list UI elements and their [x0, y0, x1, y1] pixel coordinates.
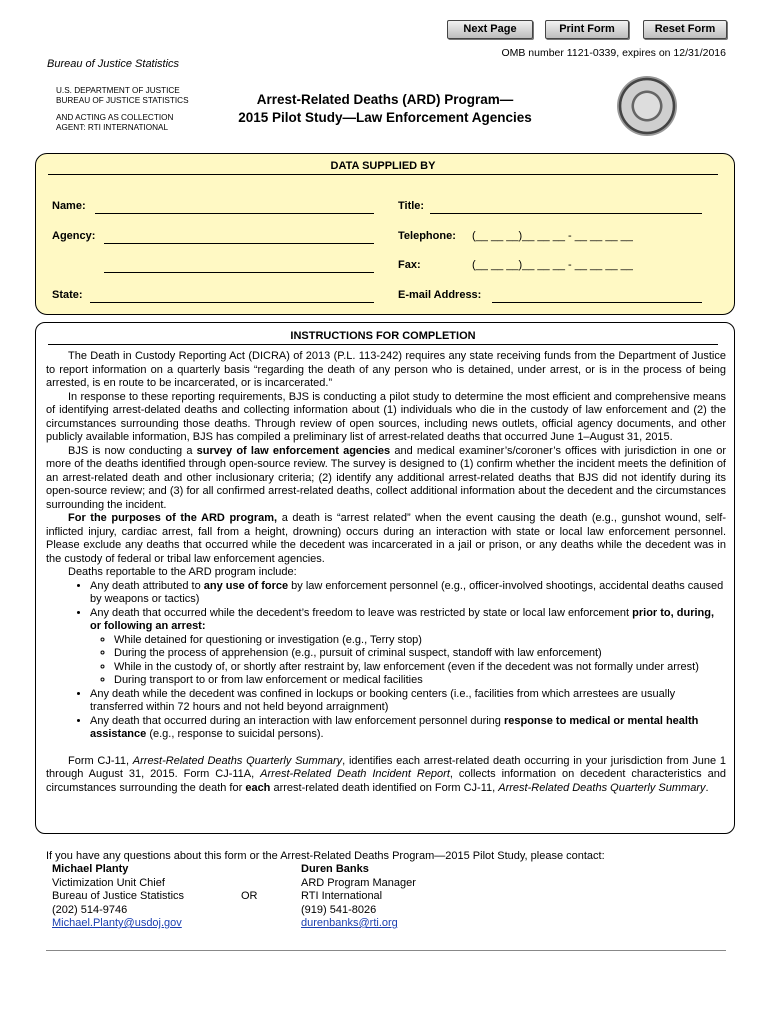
agency-field[interactable] — [104, 243, 374, 244]
instructions-paragraph: The Death in Custody Reporting Act (DICRA) of 2013 (P.L. 113-242) requires any state receiving funds from the Department of Justice to report information on a quarterly basis “regarding the death of any person who is detained, under arrest, or is in the process of being arrested, is en route to be incarcerated, or is incarcerated.” — [46, 350, 726, 389]
divider — [48, 344, 718, 345]
list-item: • Any death while the decedent was confined in lockups or booking centers (i.e., facilities from which arrestees are usually transferred within 72 hours and not held beyond arraignment) — [90, 688, 726, 715]
reportable-deaths-list — [46, 580, 726, 742]
or-separator: OR — [241, 890, 258, 902]
sub-list — [90, 634, 726, 688]
list-item: ◦ During the process of apprehension (e.g., pursuit of criminal suspect, standoff with law enforcement) — [114, 647, 726, 661]
data-supplied-header: DATA SUPPLIED BY — [330, 160, 436, 172]
telephone-label: Telephone: — [398, 230, 456, 242]
agency-line: U.S. DEPARTMENT OF JUSTICE — [56, 86, 180, 95]
state-field[interactable] — [90, 302, 374, 303]
instructions-paragraph: Form CJ-11, Arrest-Related Deaths Quarterly Summary, identifies each arrest-related death occurring in your jurisdiction from June 1 through August 31, 2015. Form CJ-11A, Arrest-Related Death Incident Report, collects information on decedent characteristics and circumstances surrounding the death for each arrest-related death identified on Form CJ-11, Arrest-Related Deaths Quarterly Summary. — [46, 754, 726, 794]
contact-intro: If you have any questions about this form or the Arrest-Related Deaths Program—2015 Pilot Study, please contact: — [46, 850, 605, 862]
list-item: ◦ While in the custody of, or shortly after restraint by, law enforcement (even if the decedent was not formally under arrest) — [114, 661, 726, 675]
contact-email-link[interactable]: durenbanks@rti.org — [301, 917, 398, 929]
agency-line: BUREAU OF JUSTICE STATISTICS — [56, 96, 189, 105]
telephone-field[interactable]: (__ __ __)__ __ __ - __ __ __ __ — [472, 230, 633, 242]
instructions-paragraph: Deaths reportable to the ARD program include: — [68, 566, 297, 578]
title-label: Title: — [398, 200, 425, 212]
name-field[interactable] — [95, 213, 374, 214]
omb-number: OMB number 1121-0339, expires on 12/31/2016 — [501, 47, 726, 59]
agency-field-line2[interactable] — [104, 272, 374, 273]
contact-role: ARD Program Manager — [301, 876, 416, 889]
fax-label: Fax: — [398, 259, 421, 271]
email-label: E-mail Address: — [398, 289, 482, 301]
bureau-name: Bureau of Justice Statistics — [47, 58, 180, 70]
contact-name: Duren Banks — [301, 863, 369, 875]
state-label: State: — [52, 289, 83, 301]
list-item: ◦ While detained for questioning or investigation (e.g., Terry stop) — [114, 634, 726, 648]
next-page-button[interactable]: Next Page — [447, 20, 533, 39]
agency-block — [56, 86, 189, 133]
divider — [46, 950, 726, 951]
agency-label: Agency: — [52, 230, 96, 242]
instructions-paragraph: BJS is now conducting a survey of law enforcement agencies and medical examiner’s/coroner’s offices with jurisdiction in one or more of the deaths identified through open-source review. The survey is designed to (1) confirm whether the incident meets the definition of an arrest-related death and other inclusionary criteria; (2) identify any additional arrest-related deaths that BJS did not identify during its open-source review; and (3) for all confirmed arrest-related deaths, collect additional information about the decedent and the circumstances surrounding the incident. — [46, 444, 726, 511]
title-field[interactable] — [430, 213, 702, 214]
name-label: Name: — [52, 200, 86, 212]
list-item: ◦ During transport to or from law enforcement or medical facilities — [114, 674, 726, 688]
contact-org: RTI International — [301, 890, 383, 902]
agency-line: AND ACTING AS COLLECTION — [56, 113, 174, 122]
contact-right — [301, 863, 416, 931]
instructions-header: INSTRUCTIONS FOR COMPLETION — [290, 330, 476, 342]
title-line: 2015 Pilot Study—Law Enforcement Agencies — [238, 110, 532, 125]
form-title — [224, 91, 546, 127]
contact-phone: (202) 514-9746 — [52, 903, 128, 916]
instructions-body — [46, 350, 726, 795]
contact-left — [52, 863, 184, 931]
instructions-paragraph: In response to these reporting requirements, BJS is conducting a pilot study to determine the most efficient and comprehensive means of identifying arrest-delated deaths and collecting information about (1) individuals who die in the custody of law enforcement and (2) the circumstances surrounding those deaths. Through review of open sources, including news outlets, official agency documents, and other publicly available information, BJS has compiled a preliminary list of arrest-related deaths that occurred June 1–August 31, 2015. — [46, 390, 726, 443]
agency-line: AGENT: RTI INTERNATIONAL — [56, 123, 169, 132]
list-item: • Any death attributed to any use of force by law enforcement personnel (e.g., officer-involved shootings, accidental deaths caused by weapons or tactics) — [90, 580, 726, 607]
contact-name: Michael Planty — [52, 863, 129, 875]
email-field[interactable] — [492, 302, 702, 303]
reset-form-button[interactable]: Reset Form — [643, 20, 727, 39]
contact-email-link[interactable]: Michael.Planty@usdoj.gov — [52, 917, 182, 929]
list-item: • Any death that occurred during an interaction with law enforcement personnel during response to medical or mental health assistance (e.g., response to suicidal persons). — [90, 715, 726, 742]
list-item: • Any death that occurred while the decedent’s freedom to leave was restricted by state or local law enforcement prior to, during, or following an arrest: ◦ While detained for questioning or investigation (e.g., Terry stop) ◦ During the process of apprehension (e.g., pursuit of criminal suspect, standoff with law enforcement) ◦ While in the custody of, or shortly after restraint by, law enforcement (even if the decedent was not formally under arrest) ◦ During transport to or from law enforcement or medical facilities — [90, 607, 726, 688]
instructions-paragraph: For the purposes of the ARD program, a death is “arrest related” when the event causing the death (e.g., gunshot wound, self-inflicted injury, cardiac arrest, fall from a height, drowning) occurs during an interaction with state or local law enforcement personnel. Please exclude any deaths that occurred while the decedent was incarcerated in a jail or prison, or any deaths while the decedent was in the custody of federal or tribal law enforcement agencies. — [46, 512, 727, 565]
contact-org: Bureau of Justice Statistics — [52, 890, 185, 902]
print-form-button[interactable]: Print Form — [545, 20, 629, 39]
title-line: Arrest-Related Deaths (ARD) Program— — [256, 92, 514, 107]
contact-role: Victimization Unit Chief — [52, 876, 165, 889]
doj-seal-icon — [617, 76, 677, 136]
divider — [48, 174, 718, 175]
fax-field[interactable]: (__ __ __)__ __ __ - __ __ __ __ — [472, 259, 633, 271]
contact-phone: (919) 541-8026 — [301, 903, 377, 916]
